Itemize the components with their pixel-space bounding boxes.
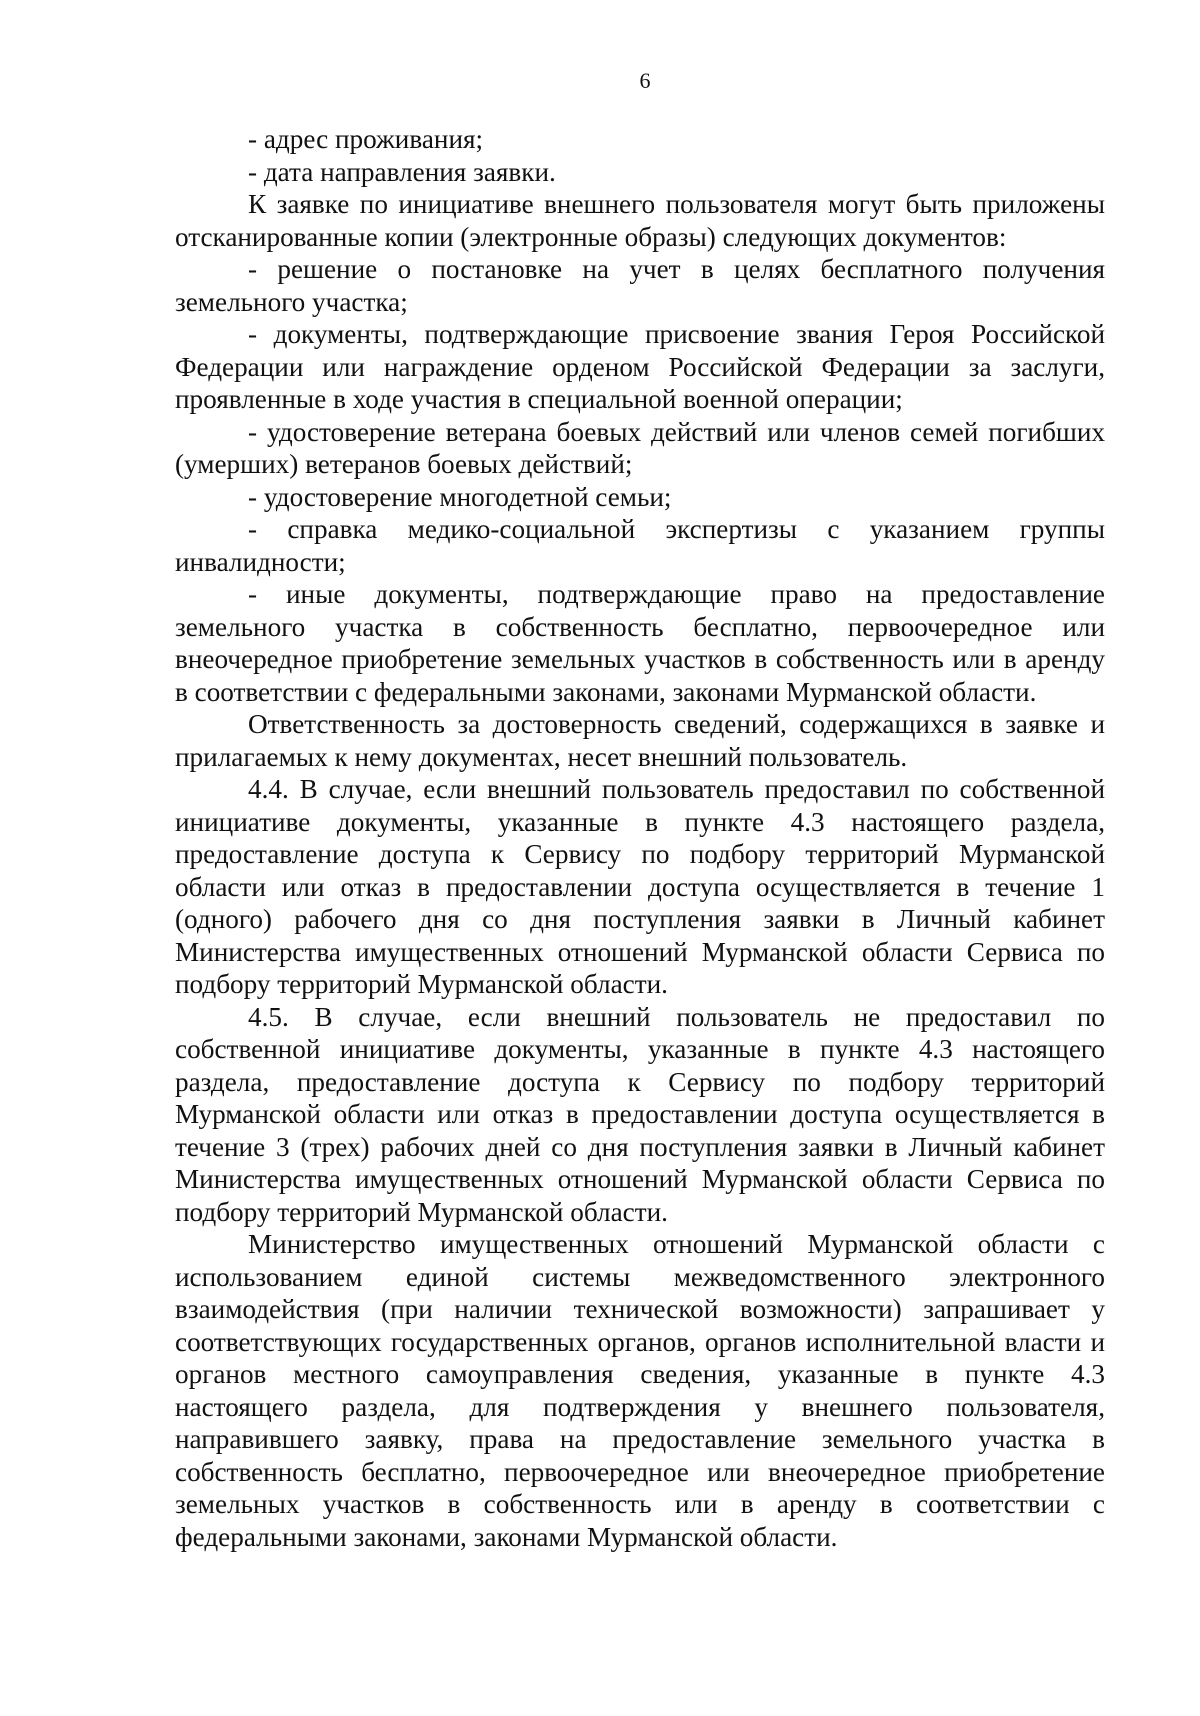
paragraph-large-family-certificate: - удостоверение многодетной семьи; bbox=[248, 481, 672, 512]
paragraph-4-5: 4.5. В случае, если внешний пользователь не предоставил по собственной инициативе документы, указанные в пункте 4.3 настоящего раздела, предоставление доступа к Сервису по подбору территорий Мурманской области или отказ в предоставлении доступа осуществляется в течение 3 (трех) рабочих дней со дня поступления заявки в Личный кабинет Министерства имущественных отношений Мурманской области Сервиса по подбору территорий Мурманской области. bbox=[175, 1001, 1105, 1227]
paragraph-4-4: 4.4. В случае, если внешний пользователь предоставил по собственной инициативе документы, указанные в пункте 4.3 настоящего раздела, предоставление доступа к Сервису по подбору территорий Мурманской области или отказ в предоставлении доступа осуществляется в течение 1 (одного) рабочего дня со дня поступления заявки в Личный кабинет Министерства имущественных отношений Мурманской области Сервиса по подбору территорий Мурманской области. bbox=[175, 774, 1105, 999]
paragraph-veteran-certificate: - удостоверение ветерана боевых действий или членов семей погибших (умерших) ветеранов боевых действий; bbox=[175, 416, 1105, 479]
paragraph-disability-certificate: - справка медико-социальной экспертизы с указанием группы инвалидности; bbox=[175, 514, 1105, 577]
paragraph-responsibility: Ответственность за достоверность сведений, содержащихся в заявке и прилагаемых к нему документах, несет внешний пользователь. bbox=[175, 709, 1105, 772]
paragraph-request-date: - дата направления заявки. bbox=[248, 156, 556, 187]
paragraph-other-documents: - иные документы, подтверждающие право на предоставление земельного участка в собственность бесплатно, первоочередное или внеочередное приобретение земельных участков в собственность или в аренду в соответствии с федеральными законами, законами Мурманской области. bbox=[175, 579, 1105, 707]
paragraph-hero-documents: - документы, подтверждающие присвоение звания Героя Российской Федерации или награждение орденом Российской Федерации за заслуги, проявленные в ходе участия в специальной военной операции; bbox=[175, 319, 1105, 414]
paragraph-address: - адрес проживания; bbox=[248, 124, 484, 154]
paragraph-attachments-intro: К заявке по инициативе внешнего пользователя могут быть приложены отсканированные копии (электронные образы) следующих документов: bbox=[175, 189, 1105, 252]
paragraph-registration-decision: - решение о постановке на учет в целях бесплатного получения земельного участка; bbox=[175, 254, 1105, 317]
document-body bbox=[175, 123, 1105, 1553]
page-number: 6 bbox=[639, 68, 651, 93]
paragraph-ministry-requests: Министерство имущественных отношений Мурманской области с использованием единой системы межведомственного электронного взаимодействия (при наличии технической возможности) запрашивает у соответствующих государственных органов, органов исполнительной власти и органов местного самоуправления сведения, указанные в пункте 4.3 настоящего раздела, для подтверждения у внешнего пользователя, направившего заявку, права на предоставление земельного участка в собственность бесплатно, первоочередное или внеочередное приобретение земельных участков в собственность или в аренду в соответствии с федеральными законами, законами Мурманской области. bbox=[175, 1229, 1105, 1552]
